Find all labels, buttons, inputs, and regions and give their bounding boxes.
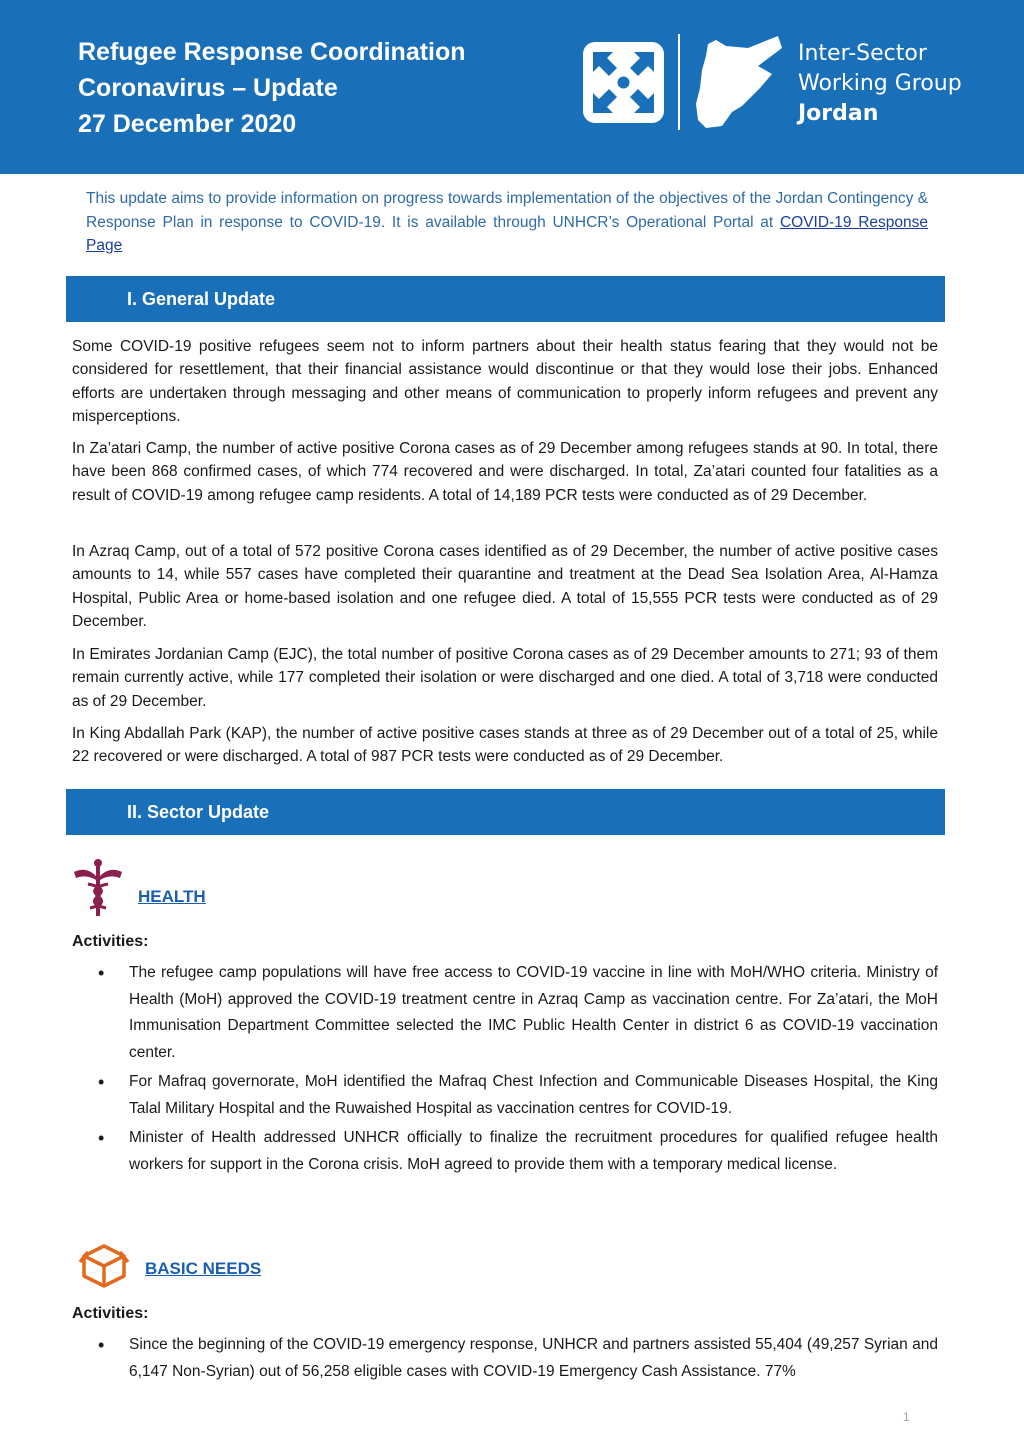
logo-divider: [678, 34, 680, 130]
covid-response-page-link[interactable]: COVID-19 Response Page: [86, 213, 928, 254]
document-title: [78, 34, 466, 142]
basic-needs-activities-label: Activities:: [72, 1305, 149, 1322]
sector-update-header: [66, 789, 945, 835]
general-update-title: I. General Update: [127, 289, 276, 309]
general-paragraph-4: In Emirates Jordanian Camp (EJC), the total number of positive Corona cases as of 29 December amounts to 271; 93 of them remain currently active, while 177 completed their isolation or were discharged and one died. A total of 3,718 were conducted as of 29 December.: [72, 646, 938, 710]
org-line-1: Inter-Sector: [798, 41, 927, 66]
general-paragraph-5: In King Abdallah Park (KAP), the number of active positive cases stands at three as of 29 December out of a total of 25, while 22 recovered or were discharged. A total of 987 PCR tests were conducted as of 29 December.: [72, 725, 938, 766]
org-name: [798, 39, 962, 129]
sector-update-title: II. Sector Update: [127, 802, 270, 822]
title-line-1: Refugee Response Coordination: [78, 38, 466, 66]
list-item: • Minister of Health addressed UNHCR officially to finalize the recruitment procedures for qualified refugee health workers for support in the Corona crisis. MoH agreed to provide them with a temporary medical license.: [72, 1125, 938, 1178]
header-banner: [0, 0, 1024, 174]
list-item: • For Mafraq governorate, MoH identified the Mafraq Chest Infection and Communicable Diseases Hospital, the King Talal Military Hospital and the Ruwaished Hospital as vaccination centres for COVID-19.: [72, 1069, 938, 1122]
coordination-logo-icon: [583, 42, 664, 123]
org-line-3: Jordan: [798, 101, 879, 126]
basic-needs-link[interactable]: BASIC NEEDS: [145, 1259, 262, 1278]
org-line-2: Working Group: [798, 71, 962, 96]
list-item: • The refugee camp populations will have free access to COVID-19 vaccine in line with MoH/WHO criteria. Ministry of Health (MoH) approved the COVID-19 treatment centre in Azraq Camp as vaccination centre. For Za’atari, the MoH Immunisation Department Committee selected the IMC Public Health Center in district 6 as COVID-19 vaccination center.: [72, 960, 938, 1066]
health-activities-list: [72, 960, 938, 1181]
title-line-3: 27 December 2020: [78, 110, 297, 138]
general-update-header: [66, 276, 945, 322]
page-number: 1: [903, 1410, 910, 1424]
health-activities-label: Activities:: [72, 933, 149, 950]
title-line-2: Coronavirus – Update: [78, 74, 338, 102]
health-sector-header: [72, 856, 272, 916]
jordan-map-icon: [686, 34, 786, 130]
general-paragraph-2: In Za’atari Camp, the number of active positive Corona cases as of 29 December among refugees stands at 90. In total, there have been 868 confirmed cases, of which 774 recovered and were discharged. In total, Za’atari counted four fatalities as a result of COVID-19 among refugee camp residents. A total of 14,189 PCR tests were conducted as of 29 December.: [72, 440, 938, 504]
list-item: • Since the beginning of the COVID-19 emergency response, UNHCR and partners assisted 55,404 (49,257 Syrian and 6,147 Non-Syrian) out of 56,258 eligible cases with COVID-19 Emergency Cash Assistance. 77%: [72, 1332, 938, 1385]
intro-text: [86, 187, 928, 258]
general-paragraph-1: Some COVID-19 positive refugees seem not to inform partners about their health status fearing that they would not be considered for resettlement, that their financial assistance would discontinue or that they would lose their jobs. Enhanced efforts are undertaken through messaging and other means of communication to properly inform refugees and prevent any misperceptions.: [72, 338, 938, 425]
basic-needs-sector-header: [72, 1236, 312, 1296]
box-icon: [78, 1240, 130, 1292]
health-link[interactable]: HEALTH: [138, 887, 206, 906]
basic-needs-activities-list: [72, 1332, 938, 1388]
caduceus-icon: [72, 858, 124, 918]
general-paragraph-3: In Azraq Camp, out of a total of 572 positive Corona cases identified as of 29 December, the number of active positive cases amounts to 14, while 557 cases have completed their quarantine and treatment at the Dead Sea Isolation Area, Al-Hamza Hospital, Public Area or home-based isolation and one refugee died. A total of 15,555 PCR tests were conducted as of 29 December.: [72, 543, 938, 630]
intro-body: This update aims to provide information on progress towards implementation of the objectives of the Jordan Contingency & Response Plan in response to COVID-19. It is available through UNHCR’s Operational Portal at: [86, 190, 928, 231]
